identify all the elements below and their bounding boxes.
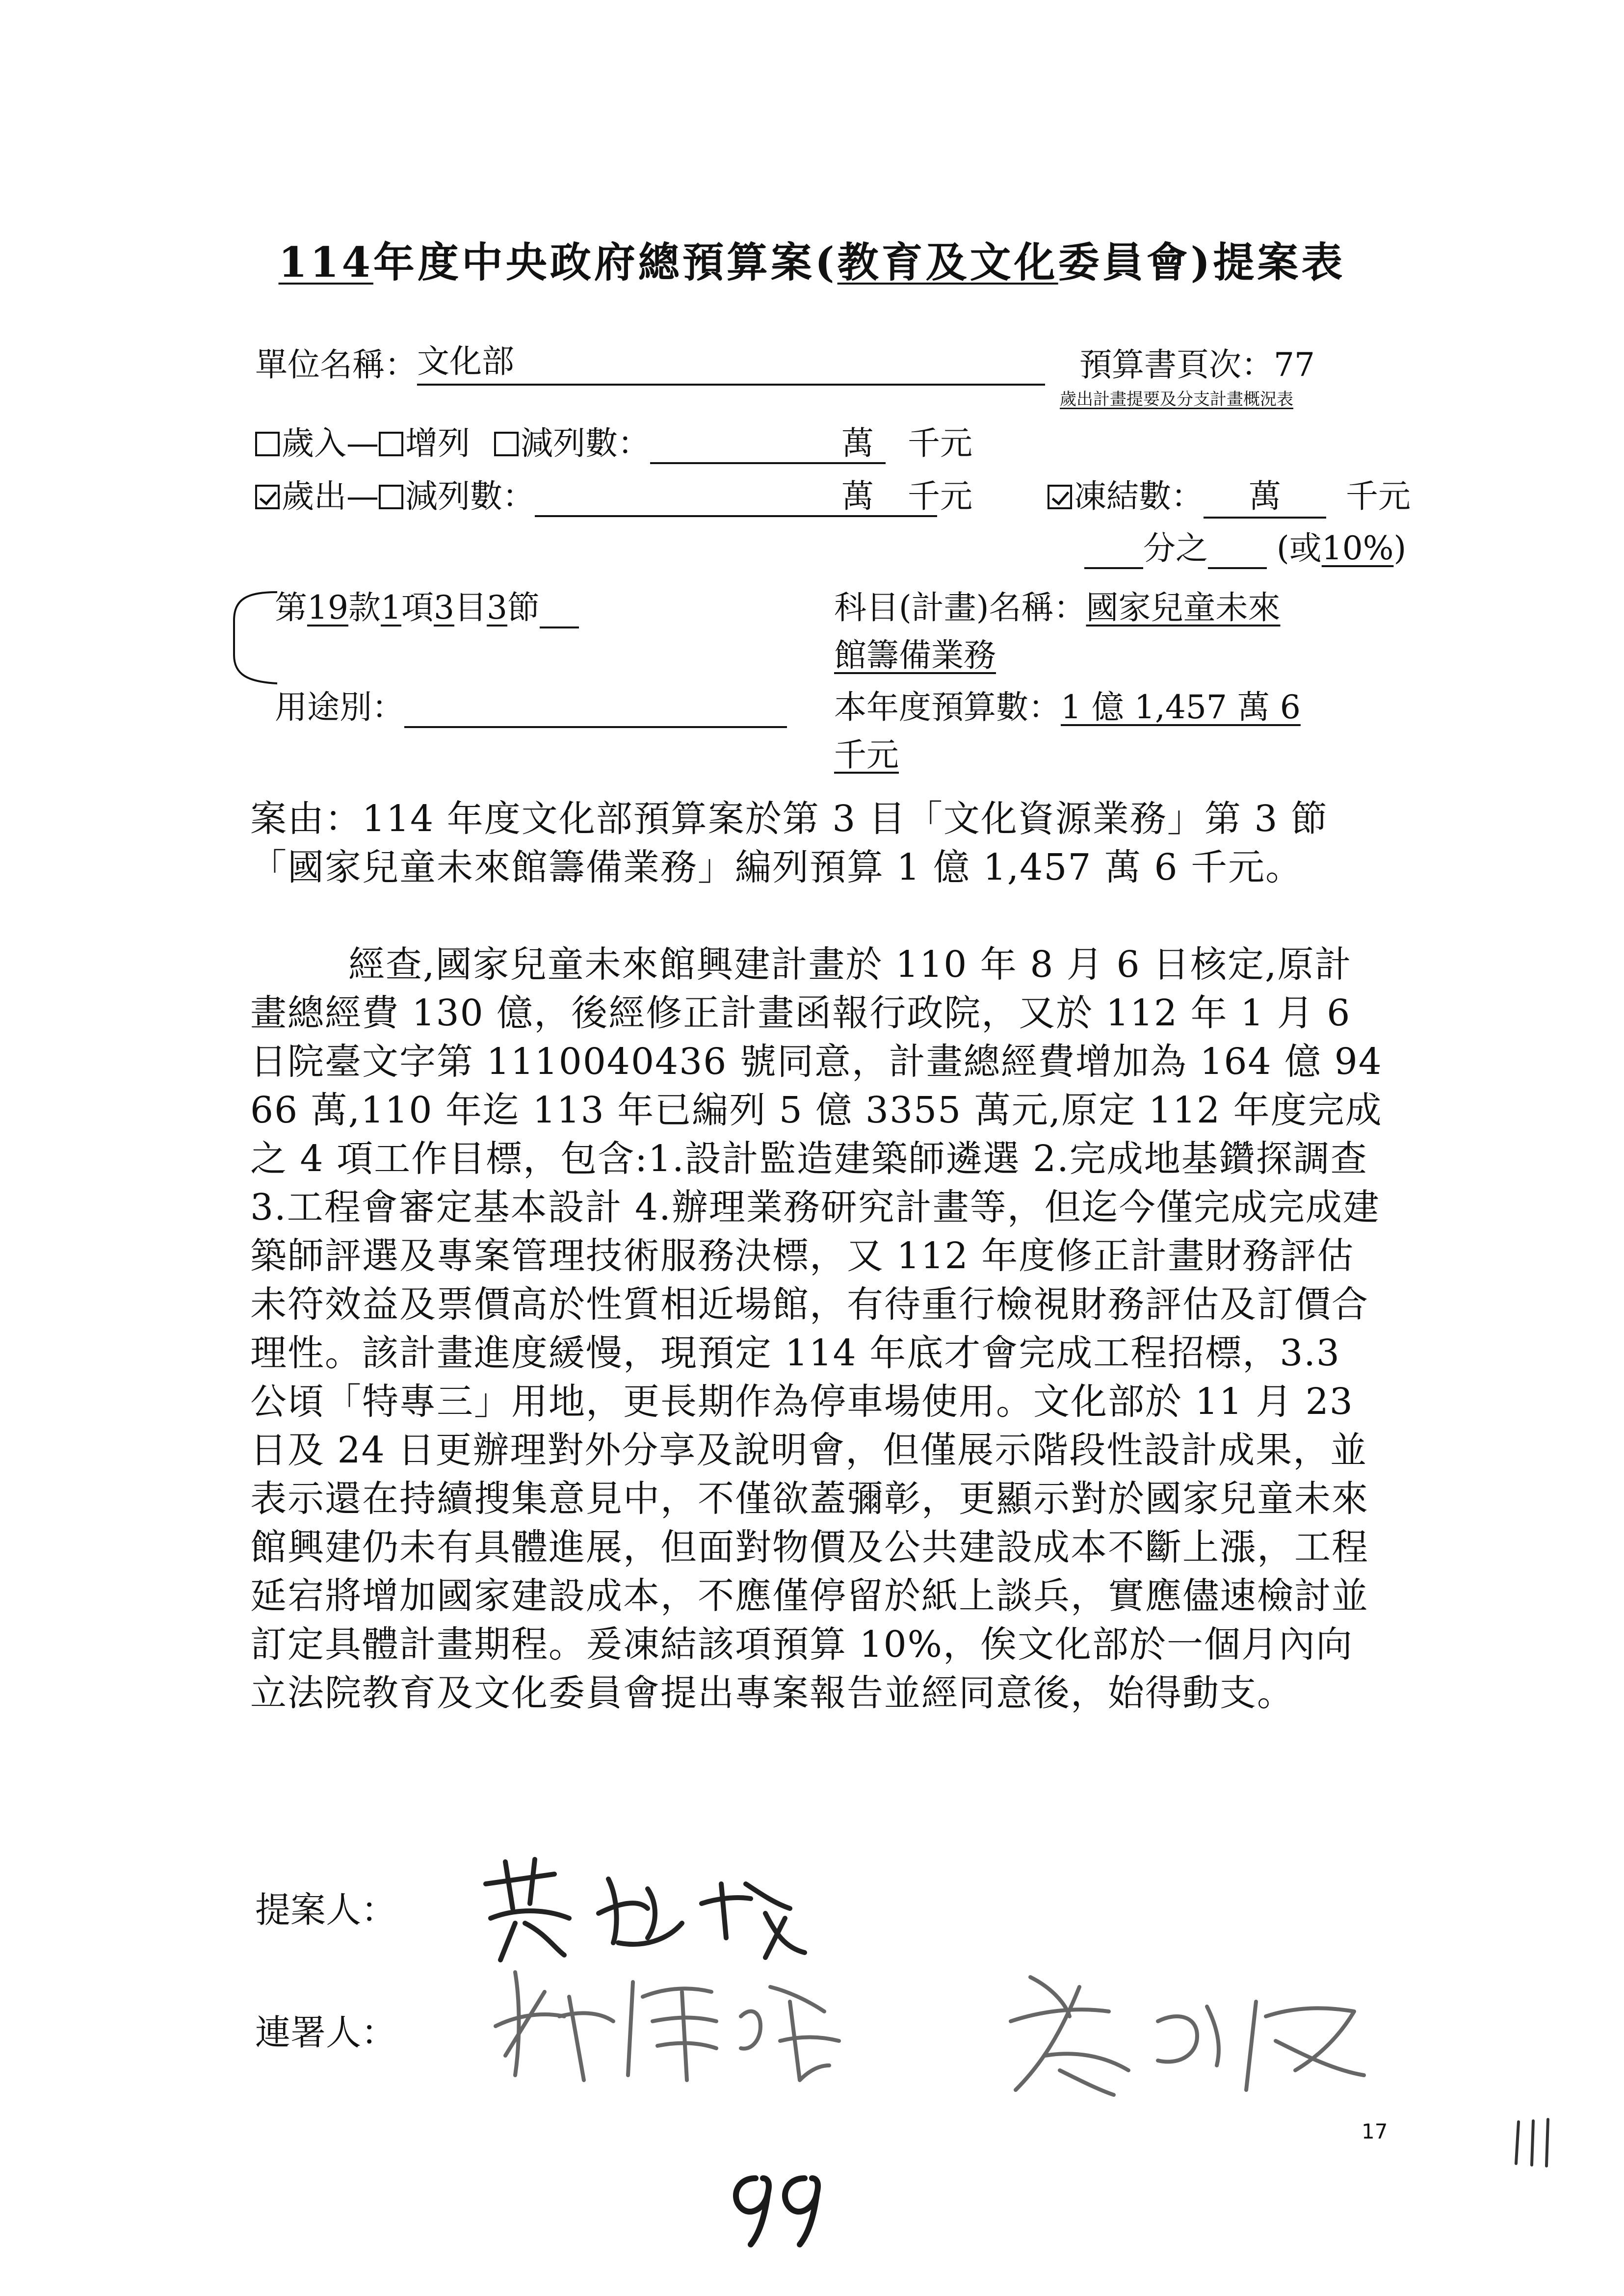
fraction-row (1084, 522, 1406, 569)
freeze-unit-qian: 千元 (1346, 477, 1411, 515)
title-year: 114 (278, 238, 373, 287)
budget-row (834, 681, 1301, 728)
title-text-before: 年度中央政府總預算案( (373, 238, 838, 287)
section-jie-no: 3 (486, 589, 507, 626)
revenue-unit-qian: 千元 (908, 424, 972, 462)
freeze-wan-field (1204, 470, 1326, 519)
subject-line-1: 國家兒童未來 (1086, 589, 1281, 626)
page-number: 17 (1362, 2119, 1388, 2143)
section-mu: 目 (454, 589, 487, 626)
revenue-row (255, 417, 886, 464)
unit-row (255, 339, 1045, 386)
increase-checkbox (379, 432, 403, 456)
usage-label: 用途別： (275, 688, 404, 726)
page-ref-value: 77 (1274, 346, 1315, 384)
increase-label: 增列 (405, 424, 470, 462)
revenue-checkbox (255, 432, 280, 456)
page-ref (1079, 339, 1315, 385)
section-mu-no: 3 (433, 589, 454, 626)
expenditure-decrease-checkbox (379, 485, 403, 509)
reason-paragraph-2: 經查,國家兒童未來館興建計畫於 110 年 8 月 6 日核定,原計畫總經費 130 億，後經修正計畫函報行政院，又於 112 年 1 月 6 日院臺文字第 1110040436 號同意，計畫總經費增加為 164 億 9466 萬,110 年迄 113 年已編列 5 億 3355 萬元,原定 112 年度完成之 4 項工作目標，包含:1.設計監造建築師遴選 2.完成地基鑽探調查 3.工程會審定基本設計 4.辦理業務研究計畫等，但迄今僅完成完成建築師評選及專案管理技術服務決標，又 112 年度修正計畫財務評估未符效益及票價高於性質相近場館，有待重行檢視財務評估及訂價合理性。該計畫進度緩慢，現預定 114 年底才會完成工程招標，3.3 公頃「特專三」用地，更長期作為停車場使用。文化部於 11 月 23 日及 24 日更辦理對外分享及說明會，但僅展示階段性設計成果，並表示還在持續搜集意見中，不僅欲蓋彌彰，更顯示對於國家兒童未來館興建仍未有具體進展，但面對物價及公共建設成本不斷上漲，工程延宕將增加國家建設成本，不應僅停留於紙上談兵，實應儘速檢討並訂定具體計畫期程。爰凍結該項預算 10%，俟文化部於一個月內向立法院教育及文化委員會提出專案報告並經同意後，始得動支。 (250, 943, 1383, 1714)
section-xiang-no: 1 (380, 589, 401, 626)
fraction-denominator-field (1084, 529, 1143, 569)
cosigner-signature-2 (1001, 1957, 1374, 2105)
ratio-suffix: ) (1393, 529, 1407, 567)
fraction-text: 分之 (1143, 529, 1208, 567)
budget-line-1: 1 億 1,457 萬 6 (1061, 688, 1301, 726)
revenue-unit-wan: 萬 (841, 424, 874, 462)
section-di: 第 (275, 589, 307, 626)
revenue-label: 歲入— (282, 424, 379, 462)
expenditure-unit-qian: 千元 (908, 477, 972, 515)
expenditure-row (255, 470, 937, 517)
budget-label: 本年度預算數： (834, 688, 1061, 726)
expenditure-amount-field (535, 477, 937, 517)
proposer-label: 提案人： (255, 1889, 397, 1931)
title-committee: 教育及文化 (837, 238, 1058, 287)
subject-line-2: 館籌備業務 (834, 636, 996, 674)
expenditure-label: 歲出— (282, 477, 379, 515)
ratio-prefix: (或 (1277, 529, 1322, 567)
fraction-numerator-field (1208, 529, 1267, 569)
usage-field (404, 688, 787, 728)
section-code-row (275, 581, 579, 628)
freeze-label: 凍結數： (1074, 477, 1204, 515)
subject-label: 科目(計畫)名稱： (834, 589, 1086, 626)
expenditure-unit-wan: 萬 (841, 477, 874, 515)
subject-row (834, 581, 1281, 628)
unit-field (417, 342, 1045, 386)
freeze-unit-wan: 萬 (1249, 477, 1281, 515)
expenditure-checkbox (255, 485, 280, 509)
section-blank (540, 589, 579, 628)
page-ref-note: 歲出計畫提要及分支計畫概況表 (1060, 390, 1293, 409)
unit-label: 單位名稱： (255, 346, 417, 384)
ratio-value: 10% (1321, 529, 1394, 567)
cosigner-signature-1 (486, 1943, 878, 2090)
section-kuan: 款 (348, 589, 381, 626)
freeze-checkbox (1048, 485, 1072, 509)
section-xiang: 項 (401, 589, 434, 626)
revenue-decrease-checkbox (494, 432, 519, 456)
title-text-after: 委員會)提案表 (1058, 238, 1346, 287)
section-jie: 節 (507, 589, 540, 626)
cosigner-label: 連署人： (255, 2012, 397, 2053)
revenue-decrease-label: 減列數： (520, 424, 650, 462)
section-kuan-no: 19 (307, 589, 348, 626)
budget-line-2: 千元 (834, 736, 899, 774)
unit-value: 文化部 (417, 342, 514, 380)
section-bracket (228, 586, 282, 689)
page-ref-label: 預算書頁次： (1079, 346, 1274, 384)
freeze-group (1048, 470, 1411, 519)
usage-row (275, 681, 787, 728)
form-title (0, 230, 1624, 289)
expenditure-decrease-label: 減列數： (405, 477, 535, 515)
handwritten-page-mark (721, 2164, 829, 2247)
handwritten-side-mark (1511, 2117, 1555, 2171)
reason-paragraph-1: 案由：114 年度文化部預算案於第 3 目「文化資源業務」第 3 節「國家兒童未來館籌備業務」編列預算 1 億 1,457 萬 6 千元。 (250, 798, 1329, 888)
